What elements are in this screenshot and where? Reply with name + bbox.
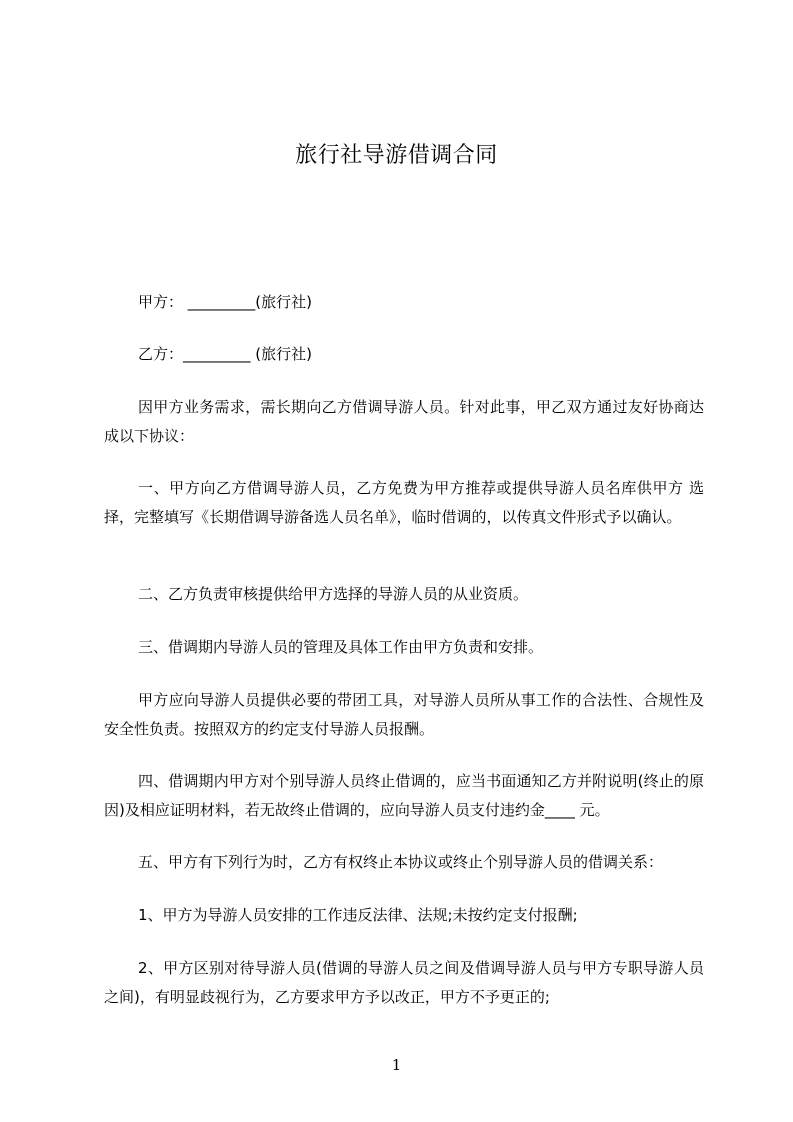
clause-4-paragraph: 四、借调期内甲方对个别导游人员终止借调的，应当书面通知乙方并附说明(终止的原因)及相应证明材料，若无故终止借调的，应向导游人员支付违约金____ 元。 xyxy=(104,772,704,819)
clause-5-item-1: 1、甲方为导游人员安排的工作违反法律、法规;未按约定支付报酬; xyxy=(138,906,578,924)
clause-2-paragraph: 二、乙方负责审核提供给甲方选择的导游人员的从业资质。 xyxy=(138,585,529,603)
party-a-line: 甲方： _________(旅行社) xyxy=(138,293,312,311)
clause-3-paragraph: 三、借调期内导游人员的管理及具体工作由甲方负责和安排。 xyxy=(138,638,544,656)
clause-5-item-2: 2、甲方区别对待导游人员(借调的导游人员之间及借调导游人员与甲方专职导游人员之间)，有明显歧视行为，乙方要求甲方予以改正，甲方不予更正的; xyxy=(104,959,704,1006)
clause-5-paragraph: 五、甲方有下列行为时，乙方有权终止本协议或终止个别导游人员的借调关系： xyxy=(138,853,664,871)
intro-paragraph: 因甲方业务需求，需长期向乙方借调导游人员。针对此事，甲乙双方通过友好协商达成以下协议： xyxy=(104,398,704,445)
document-title: 旅行社导游借调合同 xyxy=(295,143,498,168)
clause-3-detail-paragraph: 甲方应向导游人员提供必要的带团工具，对导游人员所从事工作的合法性、合规性及安全性负责。按照双方的约定支付导游人员报酬。 xyxy=(104,691,704,738)
party-b-line: 乙方：_________ (旅行社) xyxy=(138,345,312,363)
clause-1-paragraph: 一、甲方向乙方借调导游人员，乙方免费为甲方推荐或提供导游人员名库供甲方 选择，完整填写《长期借调导游备选人员名单》，临时借调的，以传真文件形式予以确认。 xyxy=(104,479,704,526)
page-number: 1 xyxy=(391,1056,402,1074)
